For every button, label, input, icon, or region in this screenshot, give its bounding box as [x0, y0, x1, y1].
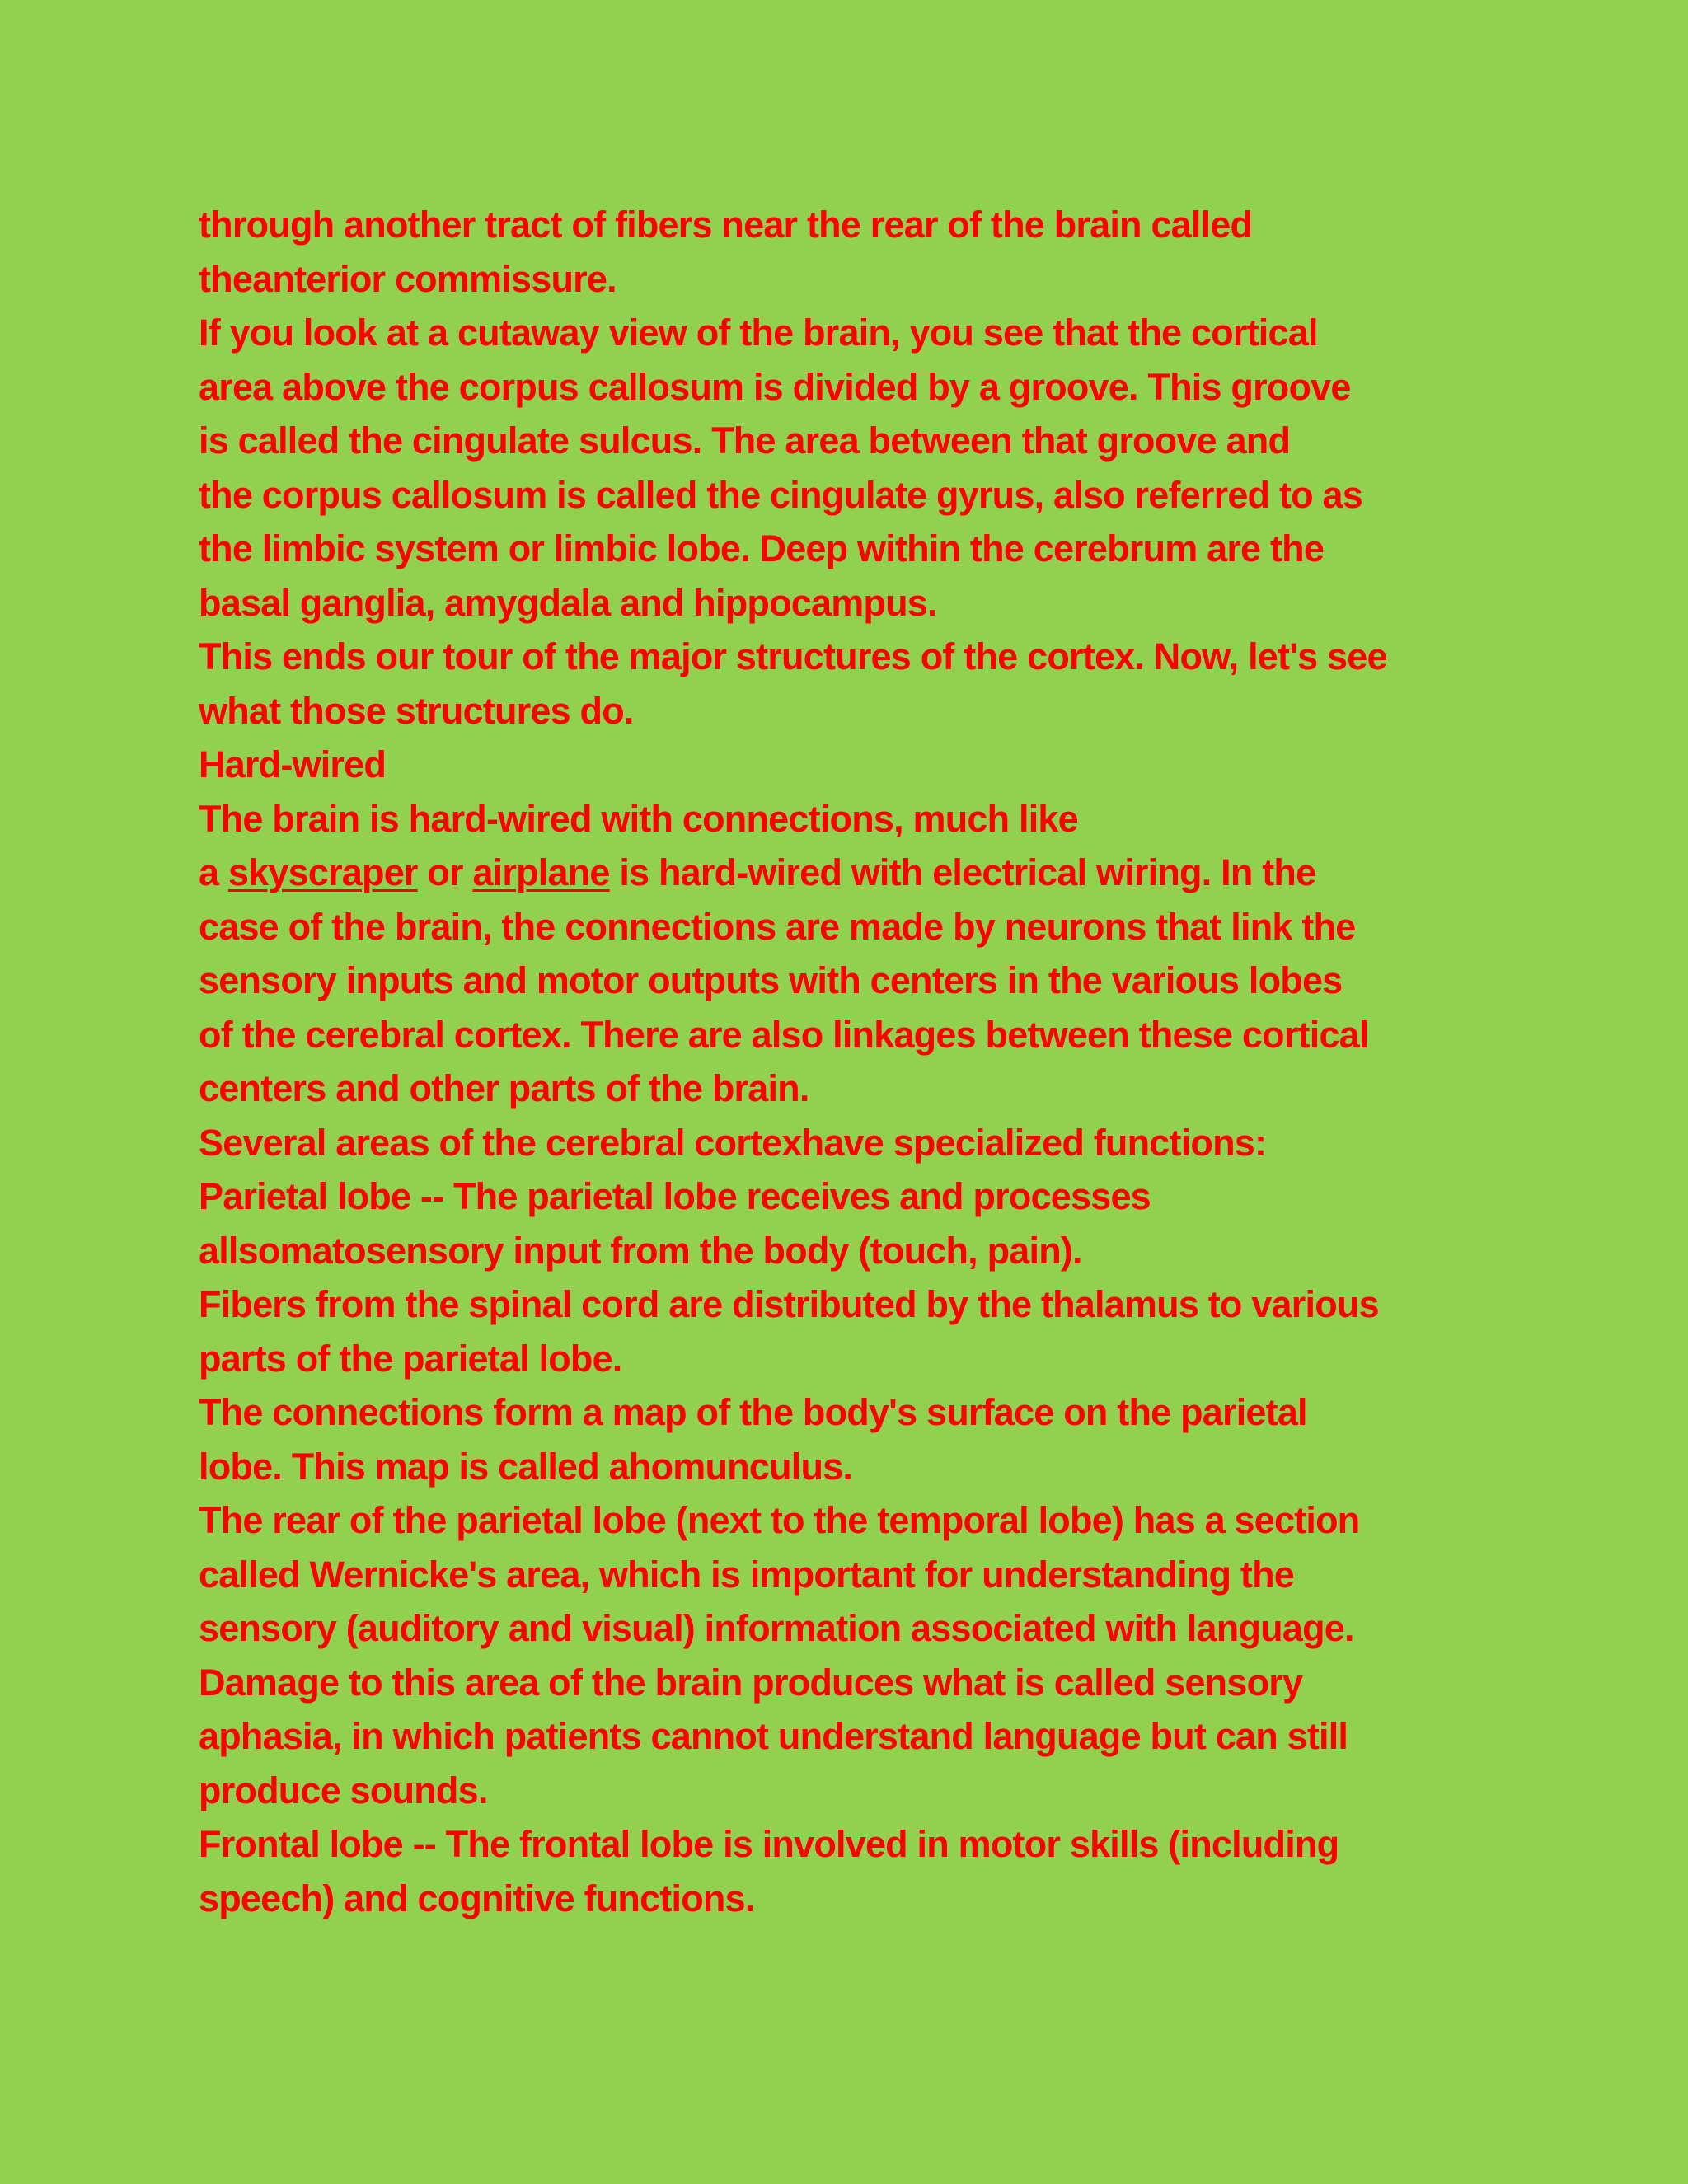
text-line: If you look at a cutaway view of the brain, you see that the cortical — [199, 312, 1318, 354]
text-line: Damage to this area of the brain produces what is called sensory — [199, 1661, 1303, 1704]
text-line: case of the brain, the connections are made by neurons that link the — [199, 905, 1356, 948]
airplane-link[interactable]: airplane — [472, 851, 610, 893]
text-line: is called the cingulate sulcus. The area between that groove and — [199, 419, 1291, 462]
text-line: the corpus callosum is called the cingulate gyrus, also referred to as — [199, 473, 1362, 516]
text-line-with-links — [199, 846, 1517, 900]
document-body — [199, 198, 1517, 1925]
text-line: through another tract of fibers near the rear of the brain called — [199, 204, 1253, 246]
text-line: of the cerebral cortex. There are also linkages between these cortical — [199, 1013, 1369, 1056]
text-line: This ends our tour of the major structures of the cortex. Now, let's see — [199, 635, 1387, 677]
link-line-middle: or — [417, 851, 473, 893]
text-line: The connections form a map of the body's surface on the parietal — [199, 1391, 1307, 1433]
link-line-prefix: a — [199, 851, 228, 893]
text-line: The rear of the parietal lobe (next to the temporal lobe) has a section — [199, 1499, 1360, 1541]
text-line: Fibers from the spinal cord are distributed by the thalamus to various — [199, 1283, 1379, 1325]
text-line: sensory inputs and motor outputs with centers in the various lobes — [199, 959, 1343, 1001]
text-line: speech) and cognitive functions. — [199, 1877, 755, 1919]
text-line: The brain is hard-wired with connections, much like — [199, 797, 1078, 840]
skyscraper-link[interactable]: skyscraper — [227, 851, 418, 893]
text-line: the limbic system or limbic lobe. Deep within the cerebrum are the — [199, 527, 1325, 569]
text-line: produce sounds. — [199, 1769, 488, 1811]
text-line: aphasia, in which patients cannot understand language but can still — [199, 1715, 1348, 1757]
section-heading-hard-wired: Hard-wired — [199, 743, 387, 785]
text-line: Several areas of the cerebral cortexhave specialized functions: — [199, 1121, 1267, 1164]
text-line: centers and other parts of the brain. — [199, 1067, 809, 1109]
text-line: sensory (auditory and visual) information associated with language. — [199, 1607, 1354, 1649]
text-line: called Wernicke's area, which is important for understanding the — [199, 1553, 1294, 1596]
text-line: allsomatosensory input from the body (touch, pain). — [199, 1229, 1082, 1272]
text-line: Frontal lobe -- The frontal lobe is involved in motor skills (including — [199, 1823, 1339, 1865]
text-line: what those structures do. — [199, 689, 634, 732]
text-line: area above the corpus callosum is divided by a groove. This groove — [199, 365, 1351, 408]
text-line: lobe. This map is called ahomunculus. — [199, 1445, 853, 1488]
text-line: Parietal lobe -- The parietal lobe receives and processes — [199, 1175, 1151, 1217]
text-line: basal ganglia, amygdala and hippocampus. — [199, 581, 937, 624]
text-line: parts of the parietal lobe. — [199, 1337, 622, 1380]
link-line-suffix: is hard-wired with electrical wiring. In the — [609, 851, 1316, 893]
text-line: theanterior commissure. — [199, 257, 617, 300]
